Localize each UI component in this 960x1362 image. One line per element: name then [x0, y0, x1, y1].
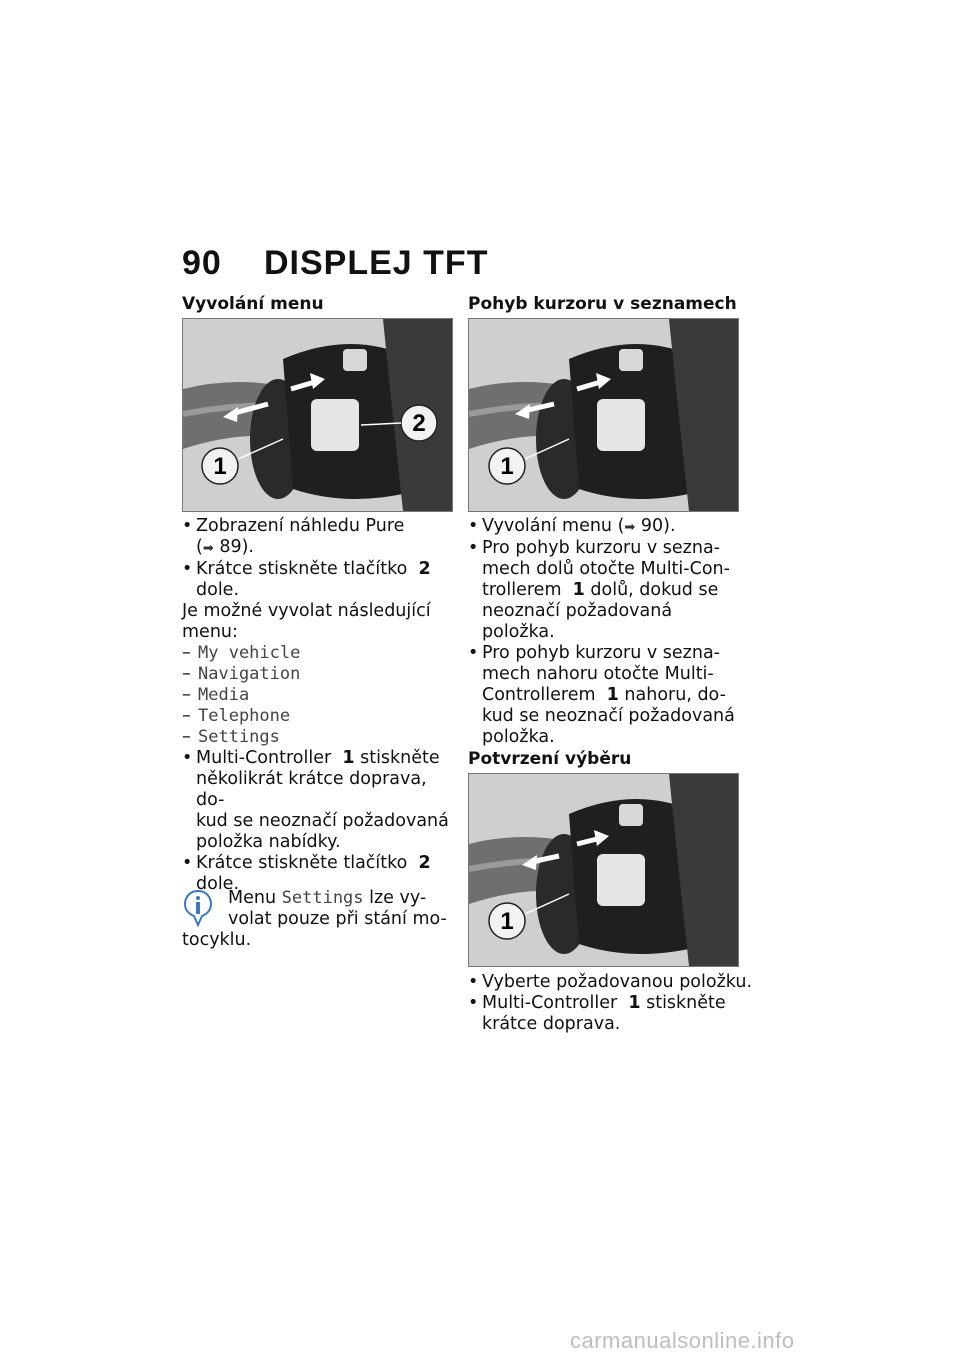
menu-item: – Telephone — [182, 706, 452, 727]
page-number: 90 — [182, 244, 222, 282]
left-body-text: • Zobrazení náhledu Pure (➡ 89). • Krátce stiskněte tlačítko 2 dole. Je možné vyvolat následující menu: – My vehicle – Navigation – Media – Telephone – Settings • Multi-Controller 1 stiskněte několikrát krátce doprava, do- kud se neoznačí požadovaná položka nabídky. • Krátce stiskněte tlačítko 2 dole. — [182, 516, 452, 895]
section-heading-confirm: Potvrzení výběru — [468, 749, 632, 769]
page-ref-arrow-icon: ➡ — [624, 520, 636, 535]
page-ref-arrow-icon: ➡ — [202, 541, 214, 556]
list-item-continued: (➡ 89). — [196, 537, 254, 557]
list-item: • Vyvolání menu (➡ 90). — [468, 516, 743, 538]
menu-item: – My vehicle — [182, 643, 452, 664]
list-item: • Zobrazení náhledu Pure — [182, 516, 452, 537]
figure-label-1: 1 — [500, 453, 514, 480]
list-item: • Pro pohyb kurzoru v sezna- — [468, 538, 743, 559]
paragraph: Je možné vyvolat následující — [182, 601, 431, 621]
right-body-text-2: • Vyberte požadovanou položku. • Multi-Controller 1 stiskněte krátce doprava. — [468, 972, 758, 1035]
list-item: • Multi-Controller 1 stiskněte — [468, 993, 758, 1014]
figure-label-1: 1 — [500, 908, 514, 935]
list-item: • Vyberte požadovanou položku. — [468, 972, 758, 993]
list-item: • Multi-Controller 1 stiskněte — [182, 748, 452, 769]
watermark: carmanualsonline.info — [570, 1328, 795, 1353]
figure-label-1: 1 — [213, 453, 227, 480]
menu-item: – Navigation — [182, 664, 452, 685]
list-item: • Krátce stiskněte tlačítko 2 — [182, 559, 452, 580]
handlebar-image-1 — [182, 318, 453, 512]
page-header — [182, 244, 488, 283]
list-item: • Krátce stiskněte tlačítko 2 — [182, 853, 452, 874]
figure-label-2: 2 — [412, 410, 426, 437]
list-item: • Pro pohyb kurzoru v sezna- — [468, 643, 743, 664]
note-text: Menu Settings lze vy- volat pouze při stání mo- tocyklu. — [182, 888, 447, 950]
menu-item: – Media — [182, 685, 452, 706]
section-heading-menu: Vyvolání menu — [182, 294, 324, 314]
section-heading-cursor: Pohyb kurzoru v seznamech — [468, 294, 737, 314]
handlebar-image-3 — [468, 773, 739, 967]
handlebar-image-2 — [468, 318, 739, 512]
right-body-text-1: • Vyvolání menu (➡ 90). • Pro pohyb kurzoru v sezna- mech dolů otočte Multi-Con- trollerem 1 dolů, dokud se neoznačí požadovaná položka. • Pro pohyb kurzoru v sezna- mech nahoru otočte Multi- Controllerem 1 nahoru, do- kud se neoznačí požadovaná položka. — [468, 516, 743, 748]
page-title: DISPLEJ TFT — [264, 244, 489, 282]
menu-item: – Settings — [182, 727, 452, 748]
